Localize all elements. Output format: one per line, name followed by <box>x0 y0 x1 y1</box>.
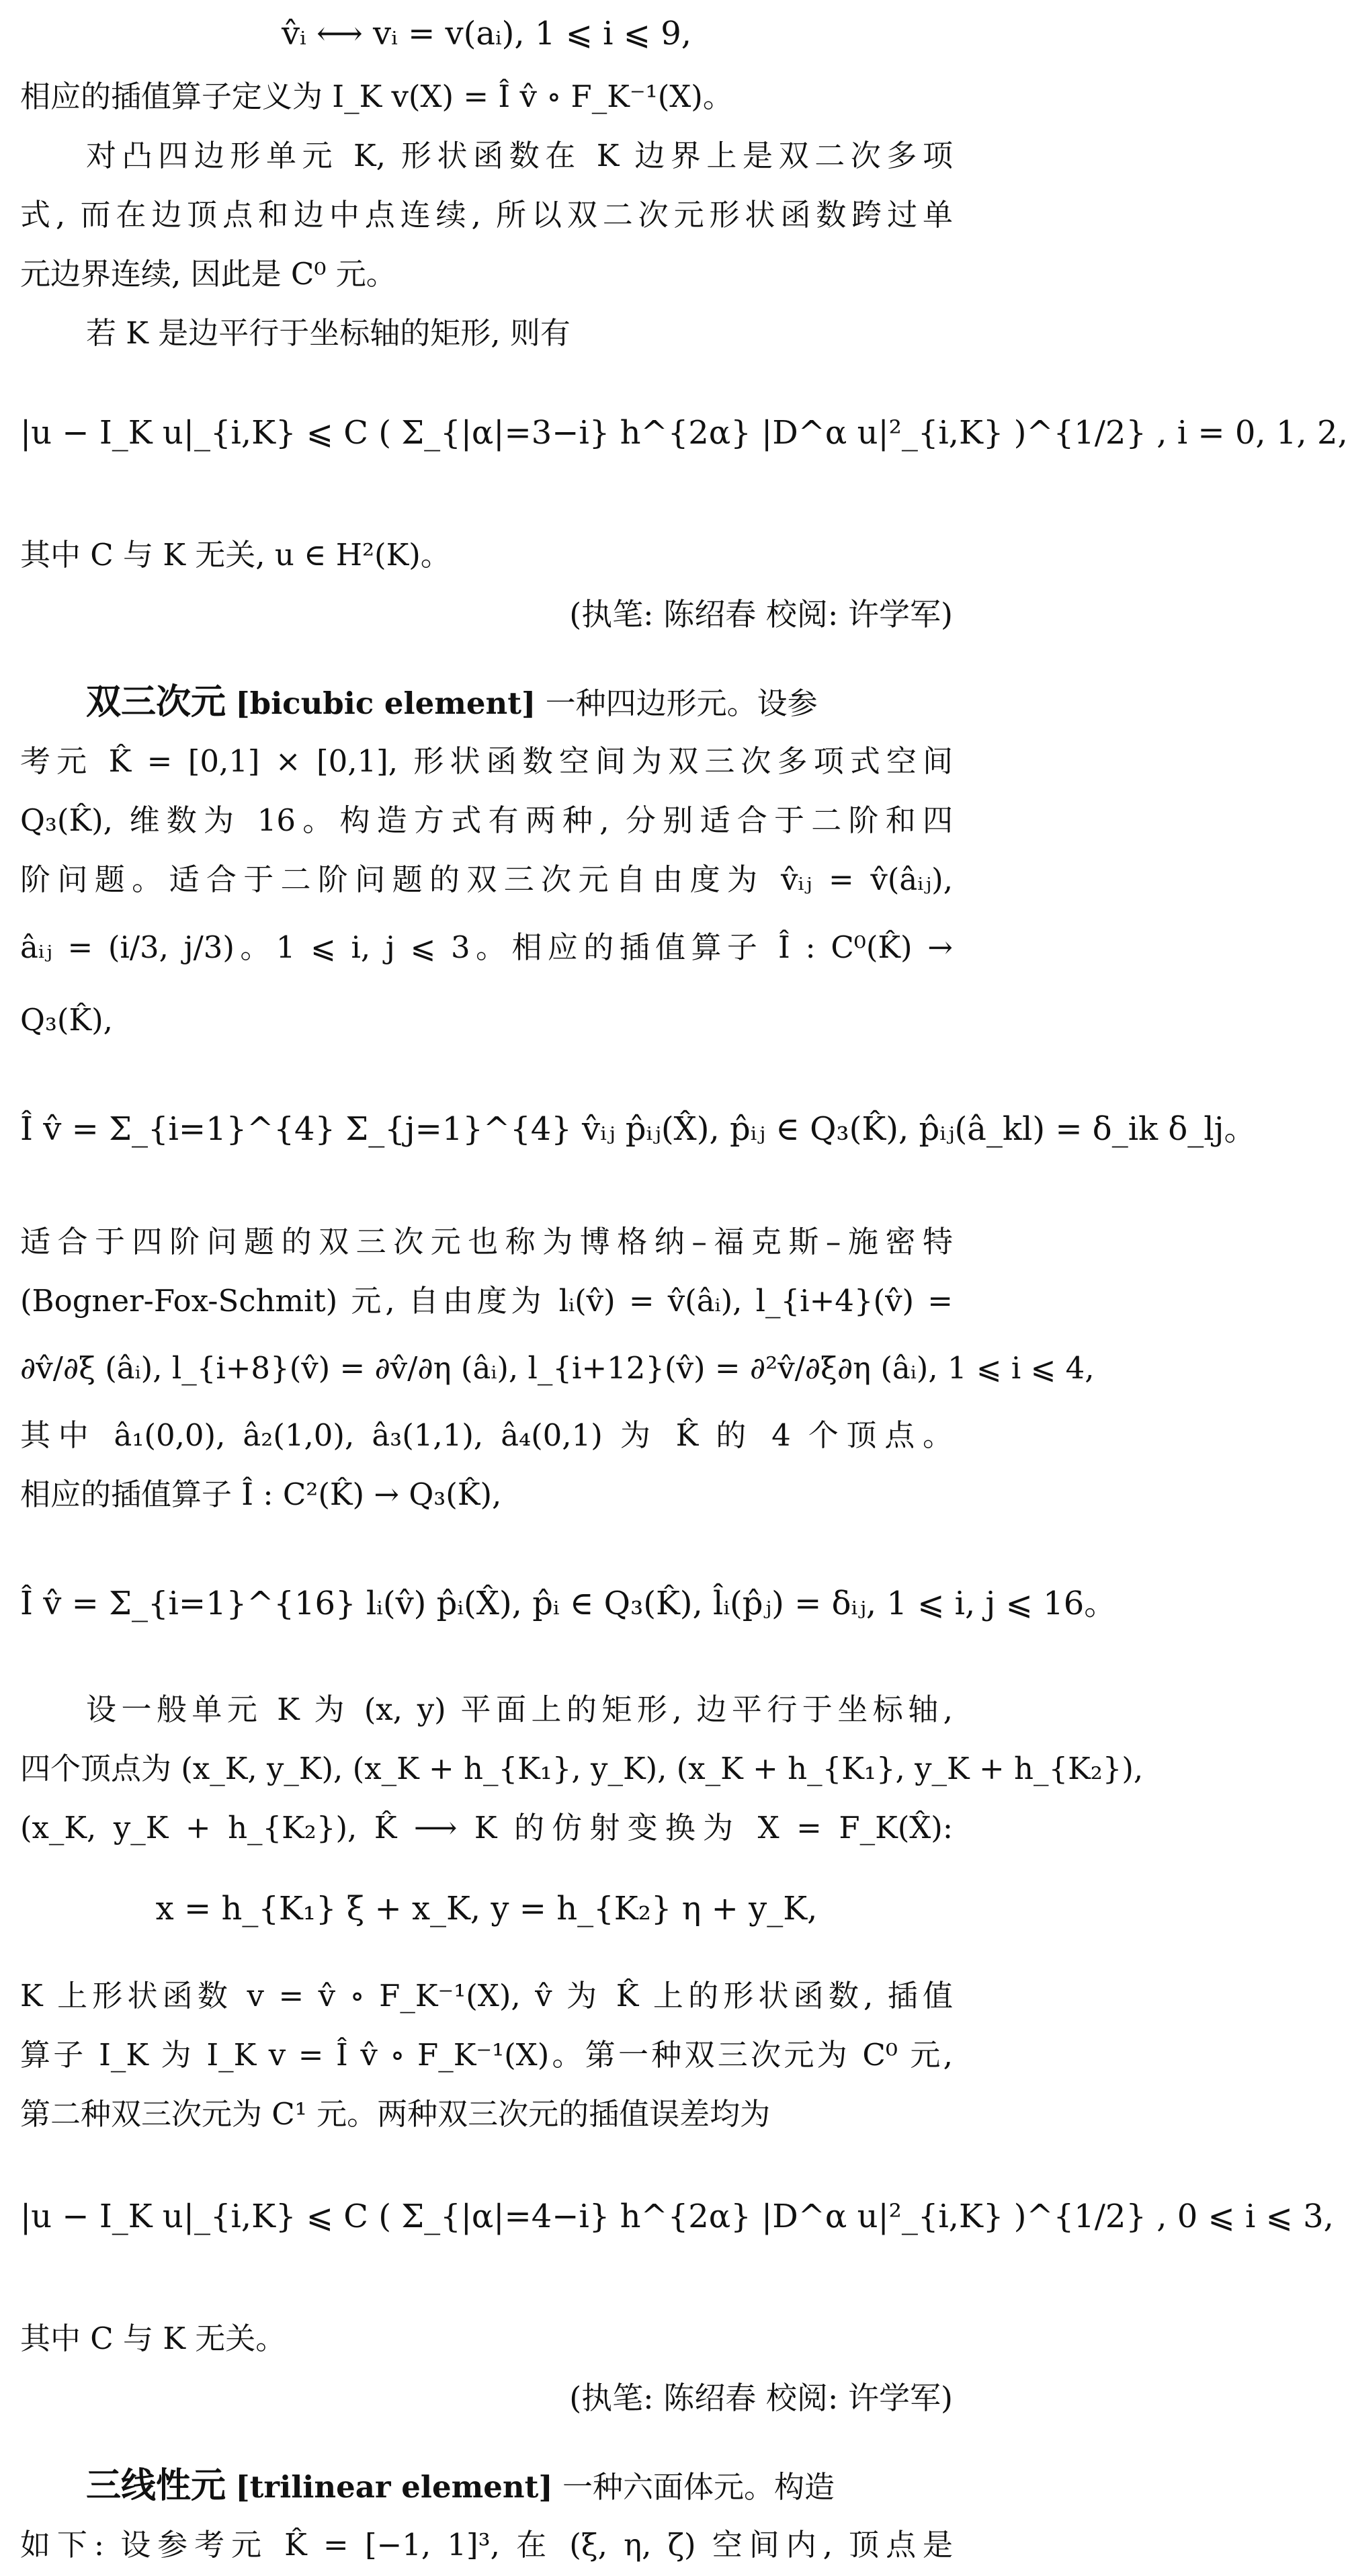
text-line: Q₃(K̂), 维数为 16。构造方式有两种, 分别适合于二阶和四 <box>20 802 953 838</box>
text-line: 相应的插值算子 Î : C²(K̂) → Q₃(K̂), <box>20 1477 502 1512</box>
text-line: 对凸四边形单元 K, 形状函数在 K 边界上是双二次多项 <box>86 138 953 173</box>
equation-vertex-values: v̂ᵢ ⟷ vᵢ = v(aᵢ), 1 ⩽ i ⩽ 9, <box>281 15 692 52</box>
author-signature: (执笔: 陈绍春 校阅: 许学军) <box>569 2380 953 2416</box>
entry-term: 三线性元 <box>86 2465 226 2506</box>
text-line: 若 K 是边平行于坐标轴的矩形, 则有 <box>86 315 571 351</box>
equation-interpolation-error-biquadratic: |u − I_K u|_{i,K} ⩽ C ( Σ_{|α|=3−i} h^{2α} |D^α u|²_{i,K} )^{1/2} , i = 0, 1, 2, <box>20 414 1348 452</box>
text-line: (Bogner-Fox-Schmit) 元, 自由度为 lᵢ(v̂) = v̂(âᵢ), l_{i+4}(v̂) = <box>20 1283 953 1319</box>
text-line: 算子 I_K 为 I_K v = Î v̂ ∘ F_K⁻¹(X)。第一种双三次元为 C⁰ 元, <box>20 2037 953 2073</box>
entry-heading-bicubic <box>86 675 953 731</box>
text-line: 适合于四阶问题的双三次元也称为博格纳–福克斯–施密特 <box>20 1224 953 1259</box>
text-line: K 上形状函数 v = v̂ ∘ F_K⁻¹(X), v̂ 为 K̂ 上的形状函数, 插值 <box>20 1978 953 2013</box>
entry-term: 双三次元 <box>86 681 226 722</box>
text-line: 设一般单元 K 为 (x, y) 平面上的矩形, 边平行于坐标轴, <box>86 1692 953 1727</box>
text-line: ∂v̂/∂ξ (âᵢ), l_{i+8}(v̂) = ∂v̂/∂η (âᵢ), l_{i+12}(v̂) = ∂²v̂/∂ξ∂η (âᵢ), 1 ⩽ i ⩽ 4, <box>20 1350 1095 1386</box>
text-line: 式, 而在边顶点和边中点连续, 所以双二次元形状函数跨过单 <box>20 197 953 233</box>
text-line: 其中 C 与 K 无关。 <box>20 2321 286 2356</box>
text-line: âᵢⱼ = (i/3, j/3)。1 ⩽ i, j ⩽ 3。相应的插值算子 Î : C⁰(K̂) → <box>20 929 953 965</box>
text-line: (x_K, y_K + h_{K₂}), K̂ ⟶ K 的仿射变换为 X = F_K(X̂): <box>20 1810 953 1845</box>
text-line: 第二种双三次元为 C¹ 元。两种双三次元的插值误差均为 <box>20 2096 771 2132</box>
entry-definition-start: 一种四边形元。设参 <box>545 685 818 721</box>
equation-bicubic-interpolant: Î v̂ = Σ_{i=1}^{4} Σ_{j=1}^{4} v̂ᵢⱼ p̂ᵢⱼ(X̂), p̂ᵢⱼ ∈ Q₃(K̂), p̂ᵢⱼ(â_kl) = δ_ik δ_lj。 <box>20 1110 1257 1148</box>
text-line: 元边界连续, 因此是 C⁰ 元。 <box>20 256 396 292</box>
author-signature: (执笔: 陈绍春 校阅: 许学军) <box>569 596 953 632</box>
entry-definition-start: 一种六面体元。构造 <box>562 2469 835 2505</box>
text-line: Q₃(K̂), <box>20 1002 113 1038</box>
entry-term-english: [bicubic element] <box>235 685 536 721</box>
text-line: 阶问题。适合于二阶问题的双三次元自由度为 v̂ᵢⱼ = v̂(âᵢⱼ), <box>20 862 953 897</box>
text-line: 如下: 设参考元 K̂ = [−1, 1]³, 在 (ξ, η, ζ) 空间内, 顶点是 <box>20 2527 953 2563</box>
entry-term-english: [trilinear element] <box>235 2469 553 2505</box>
text-line: 其中 C 与 K 无关, u ∈ H²(K)。 <box>20 537 451 573</box>
entry-heading-trilinear <box>86 2459 953 2514</box>
text-line: 相应的插值算子定义为 I_K v(X) = Î v̂ ∘ F_K⁻¹(X)。 <box>20 79 733 114</box>
equation-bfs-interpolant: Î v̂ = Σ_{i=1}^{16} lᵢ(v̂) p̂ᵢ(X̂), p̂ᵢ ∈ Q₃(K̂), l̂ᵢ(p̂ⱼ) = δᵢⱼ, 1 ⩽ i, j ⩽ 16。 <box>20 1585 1117 1622</box>
text-line: 四个顶点为 (x_K, y_K), (x_K + h_{K₁}, y_K), (x_K + h_{K₁}, y_K + h_{K₂}), <box>20 1751 1144 1786</box>
text-line: 考元 K̂ = [0,1] × [0,1], 形状函数空间为双三次多项式空间 <box>20 743 953 779</box>
equation-affine-map: x = h_{K₁} ξ + x_K, y = h_{K₂} η + y_K, <box>155 1890 818 1927</box>
equation-interpolation-error-bicubic: |u − I_K u|_{i,K} ⩽ C ( Σ_{|α|=4−i} h^{2α} |D^α u|²_{i,K} )^{1/2} , 0 ⩽ i ⩽ 3, <box>20 2198 1334 2235</box>
text-line: 其中 â₁(0,0), â₂(1,0), â₃(1,1), â₄(0,1) 为 K̂ 的 4 个顶点。 <box>20 1417 953 1453</box>
